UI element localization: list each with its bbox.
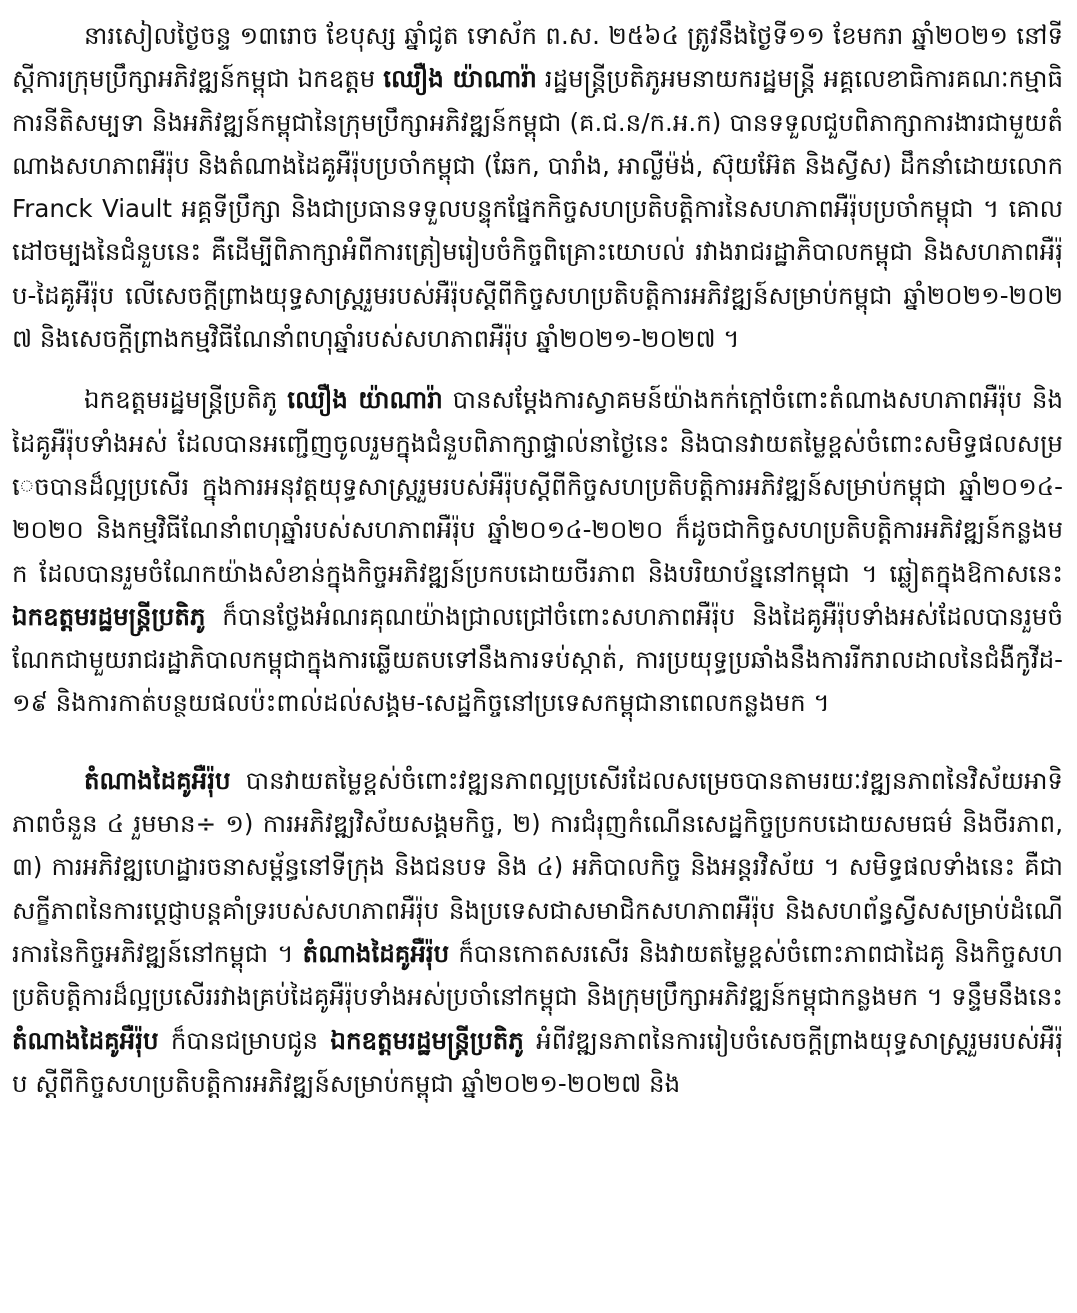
minister-title: ឯកឧត្តមរដ្ឋមន្ត្រីប្រតិភូ xyxy=(330,1025,524,1055)
minister-title: ឯកឧត្តមរដ្ឋមន្ត្រីប្រតិភូ xyxy=(12,601,206,631)
paragraph-text: នារសៀលថ្ងៃចន្ទ ១៣រោច ខែបុស្ស ឆ្នាំជូត ទោស័ក ព.ស. ២៥៦៤ ត្រូវនឹងថ្ងៃទី១១ ខែមករា ឆ្នាំ២០២១ នៅទីស្តីការក្រុមប្រឹក្សាអភិវឌ្ឍន៍កម្ពុជា ឯកឧត្តម xyxy=(12,21,1063,94)
paragraph-text: រដ្ឋមន្ត្រីប្រតិភូអមនាយករដ្ឋមន្ត្រី អគ្គលេខាធិការគណៈកម្មាធិការនីតិសម្បទា និងអភិវឌ្ឍន៍កម្ពុជានៃក្រុមប្រឹក្សាអភិវឌ្ឍន៍កម្ពុជា (គ.ជ.ន/ក.អ.ក) បានទទួលជួបពិភាក្សាការងារជាមួយតំណាងសហភាពអឺរ៉ុប និងតំណាងដៃគូអឺរ៉ុបប្រចាំកម្ពុជា (ឆែក, បារាំង, អាល្លឺម៉ង់, ស៊ុយអ៊ែត និងស្វីស) ដឹកនាំដោយលោក Franck Viault អគ្គទីប្រឹក្សា និងជាប្រធានទទួលបន្ទុកផ្នែកកិច្ចសហប្រតិបត្តិការនៃសហភាពអឺរ៉ុបប្រចាំកម្ពុជា ។ គោលដៅចម្បងនៃជំនួបនេះ គឺដើម្បីពិភាក្សាអំពីការត្រៀមរៀបចំកិច្ចពិគ្រោះយោបល់ រវាងរាជរដ្ឋាភិបាលកម្ពុជា និងសហភាពអឺរ៉ុប-ដៃគូអឺរ៉ុប លើសេចក្តីព្រាងយុទ្ធសាស្ត្ររួមរបស់អឺរ៉ុបស្តីពីកិច្ចសហប្រតិបត្តិការអភិវឌ្ឍន៍សម្រាប់កម្ពុជា ឆ្នាំ២០២១-២០២៧ និងសេចក្តីព្រាងកម្មវិធីណែនាំពហុឆ្នាំរបស់សហភាពអឺរ៉ុប ឆ្នាំ២០២១-២០២៧ ។ xyxy=(12,64,1064,354)
paragraph-spacer xyxy=(12,725,1063,759)
paragraph-text: បានសម្តែងការស្វាគមន៍យ៉ាងកក់ក្តៅចំពោះតំណាងសហភាពអឺរ៉ុប និងដៃគូអឺរ៉ុបទាំងអស់ ដែលបានអញ្ជើញចូលរួមក្នុងជំនួបពិភាក្សាផ្ទាល់នាថ្ងៃនេះ និងបានវាយតម្លៃខ្ពស់ចំពោះសមិទ្ធផលសម្រេចបានដ៏ល្អប្រសើរ ក្នុងការអនុវត្តយុទ្ធសាស្ត្ររួមរបស់អឺរ៉ុបស្តីពីកិច្ចសហប្រតិបត្តិការអភិវឌ្ឍន៍សម្រាប់កម្ពុជា ឆ្នាំ២០១៤-២០២០ និងកម្មវិធីណែនាំពហុឆ្នាំរបស់សហភាពអឺរ៉ុប ឆ្នាំ២០១៤-២០២០ ក៏ដូចជាកិច្ចសហប្រតិបត្តិការអភិវឌ្ឍន៍កន្លងមក ដែលបានរួមចំណែកយ៉ាងសំខាន់ក្នុងកិច្ចអភិវឌ្ឍន៍ប្រកបដោយចីរភាព និងបរិយាប័ន្ននៅកម្ពុជា ។ ឆ្លៀតក្នុងឱកាសនេះ xyxy=(12,385,1063,588)
paragraph-text: ក៏បានថ្លែងអំណរគុណយ៉ាងជ្រាលជ្រៅចំពោះសហភាពអឺរ៉ុប និងដៃគូអឺរ៉ុបទាំងអស់ដែលបានរួមចំណែកជាមួយរាជរដ្ឋាភិបាលកម្ពុជាក្នុងការឆ្លើយតបទៅនឹងការទប់ស្កាត់, ការប្រយុទ្ធប្រឆាំងនឹងការរីករាលដាលនៃជំងឺកូវីដ-១៩ និងការកាត់បន្ថយផលប៉ះពាល់ដល់សង្គម-សេដ្ឋកិច្ចនៅប្រទេសកម្ពុជានាពេលកន្លងមក ។ xyxy=(12,601,1063,718)
paragraph-text: អំពីវឌ្ឍនភាពនៃការរៀបចំសេចក្តីព្រាងយុទ្ធសាស្ត្ររួមរបស់អឺរ៉ុប ស្តីពីកិច្ចសហប្រតិបត្តិការអភិវឌ្ឍន៍សម្រាប់កម្ពុជា ឆ្នាំ២០២១-២០២៧ និង xyxy=(12,1025,1063,1098)
eu-partners-label: តំណាងដៃគូអឺរ៉ុប xyxy=(302,938,450,968)
eu-partners-label: តំណាងដៃគូអឺរ៉ុប xyxy=(84,765,231,795)
minister-name: ឈឿង យ៉ាណារ៉ា xyxy=(287,385,443,415)
paragraph-text: បានវាយតម្លៃខ្ពស់ចំពោះវឌ្ឍនភាពល្អប្រសើរដែលសម្រេចបានតាមរយៈវឌ្ឍនភាពនៃវិស័យអាទិភាពចំនួន ៤ រួមមាន÷ ១) ការអភិវឌ្ឍវិស័យសង្គមកិច្ច, ២) ការជំរុញកំណើនសេដ្ឋកិច្ចប្រកបដោយសមធម៌ និងចីរភាព, ៣) ការអភិវឌ្ឍហេដ្ឋារចនាសម្ព័ន្ធនៅទីក្រុង និងជនបទ និង ៤) អភិបាលកិច្ច និងអន្តរវិស័យ ។ សមិទ្ធផលទាំងនេះ គឺជាសក្ខីភាពនៃការប្តេជ្ញាបន្តគាំទ្ររបស់សហភាពអឺរ៉ុប និងប្រទេសជាសមាជិកសហភាពអឺរ៉ុប និងសហព័ន្ធស្វីសសម្រាប់ដំណើរការនៃកិច្ចអភិវឌ្ឍន៍នៅកម្ពុជា ។ xyxy=(12,765,1063,968)
paragraph-text: ឯកឧត្តមរដ្ឋមន្ត្រីប្រតិភូ xyxy=(84,385,288,415)
paragraph-eu-partners-assessment xyxy=(12,759,1063,1105)
paragraph-welcome-remarks xyxy=(12,378,1063,724)
paragraph-text: ក៏បានជម្រាបជូន xyxy=(158,1025,331,1055)
paragraph-meeting-overview xyxy=(12,14,1063,360)
paragraph-spacer xyxy=(12,360,1063,378)
eu-partners-label: តំណាងដៃគូអឺរ៉ុប xyxy=(12,1025,159,1055)
minister-name: ឈឿង យ៉ាណារ៉ា xyxy=(383,64,537,94)
paragraph-text: ក៏បានកោតសរសើរ និងវាយតម្លៃខ្ពស់ចំពោះភាពជាដៃគូ និងកិច្ចសហប្រតិបត្តិការដ៏ល្អប្រសើររវាងគ្រប់ដៃគូអឺរ៉ុបទាំងអស់ប្រចាំនៅកម្ពុជា និងក្រុមប្រឹក្សាអភិវឌ្ឍន៍កម្ពុជាកន្លងមក ។ ទន្ទឹមនឹងនេះ xyxy=(12,938,1063,1012)
